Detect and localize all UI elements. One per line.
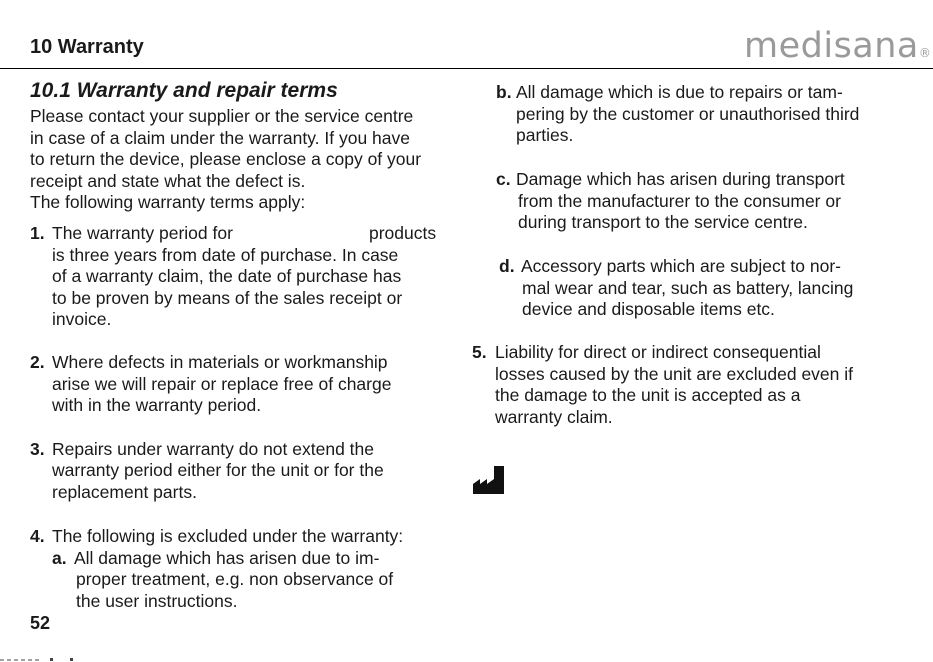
item-line: during transport to the service centre. xyxy=(518,212,808,232)
manufacturer-icon xyxy=(473,466,505,499)
item-number: 1. xyxy=(30,223,45,243)
item-line: warranty period either for the unit or for the xyxy=(52,460,384,480)
intro-line: in case of a claim under the warranty. If you have xyxy=(30,127,411,148)
intro-paragraph xyxy=(30,106,470,214)
item-number: 5. xyxy=(472,342,487,362)
subitem-letter: a. xyxy=(52,548,67,568)
intro-line: Please contact your supplier or the service centre xyxy=(30,106,414,126)
item-number: 2. xyxy=(30,352,45,372)
item-line: device and disposable items etc. xyxy=(522,299,775,319)
item-line: Where defects in materials or workmanship xyxy=(52,352,388,372)
item-line: products xyxy=(369,223,437,243)
item-line: proper treatment, e.g. non observance of xyxy=(76,569,394,589)
item-line: of a warranty claim, the date of purchase has xyxy=(52,266,402,286)
subitem-letter: c. xyxy=(496,169,511,189)
subitem-letter: d. xyxy=(499,256,515,276)
item-line: with in the warranty period. xyxy=(52,395,262,415)
item-line: the user instructions. xyxy=(76,591,238,611)
intro-line: The following warranty terms apply: xyxy=(30,192,306,212)
item-line: mal wear and tear, such as battery, lancing xyxy=(522,278,854,298)
item-line: arise we will repair or replace free of charge xyxy=(52,374,392,394)
item-line: from the manufacturer to the consumer or xyxy=(518,191,841,211)
item-line: All damage which is due to repairs or tam- xyxy=(516,82,843,102)
item-line: All damage which has arisen due to im- xyxy=(74,548,380,568)
item-line: Accessory parts which are subject to nor- xyxy=(521,256,841,276)
chapter-title: 10 Warranty xyxy=(30,36,144,58)
subitem-letter: b. xyxy=(496,82,512,102)
item-line: is three years from date of purchase. In case xyxy=(52,245,399,265)
item-line: Liability for direct or indirect consequential xyxy=(495,342,821,362)
item-line: invoice. xyxy=(52,309,112,329)
crop-mark xyxy=(0,657,90,662)
header-rule xyxy=(0,68,933,69)
item-line: The warranty period for xyxy=(52,223,233,243)
item-line: parties. xyxy=(516,125,574,145)
item-line: The following is excluded under the warranty: xyxy=(52,526,404,546)
intro-line: to return the device, please enclose a copy of your xyxy=(30,149,422,169)
section-title: 10.1 Warranty and repair terms xyxy=(30,79,338,102)
page-number: 52 xyxy=(30,613,51,633)
item-line: warranty claim. xyxy=(495,407,613,427)
intro-line: receipt and state what the defect is. xyxy=(30,170,306,191)
item-number: 4. xyxy=(30,526,45,546)
item-line: pering by the customer or unauthorised third xyxy=(516,104,860,124)
brand-logo: medisana® xyxy=(744,26,932,66)
item-line: Damage which has arisen during transport xyxy=(516,169,845,189)
item-line: replacement parts. xyxy=(52,482,197,502)
item-line: to be proven by means of the sales receipt or xyxy=(52,288,403,308)
item-number: 3. xyxy=(30,439,45,459)
item-line: Repairs under warranty do not extend the xyxy=(52,439,374,459)
item-line: losses caused by the unit are excluded even if xyxy=(495,364,853,384)
item-line: the damage to the unit is accepted as a xyxy=(495,385,801,405)
